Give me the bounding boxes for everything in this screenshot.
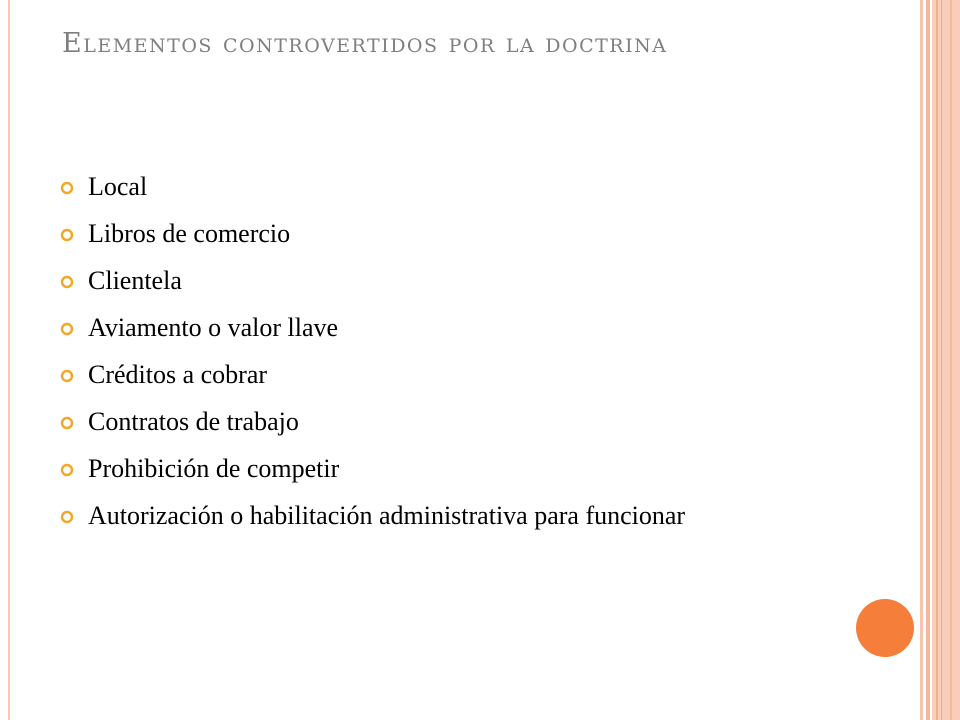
bullet-text: Clientela <box>88 266 182 295</box>
list-item <box>60 172 820 202</box>
bullet-text: Prohibición de competir <box>88 454 340 483</box>
bullet-text: Autorización o habilitación administrativa para funcionar <box>88 501 686 530</box>
ring-bullet-icon <box>60 416 74 430</box>
bullet-text: Local <box>88 172 148 201</box>
ring-bullet-icon <box>60 322 74 336</box>
ring-bullet-icon <box>60 275 74 289</box>
bullet-list <box>60 172 820 548</box>
ring-bullet-icon <box>60 228 74 242</box>
ring-bullet-icon <box>60 369 74 383</box>
bullet-text: Libros de comercio <box>88 219 291 248</box>
bullet-text: Créditos a cobrar <box>88 360 268 389</box>
list-item <box>60 501 820 531</box>
bullet-text: Aviamento o valor llave <box>88 313 339 342</box>
left-border-line <box>8 0 10 720</box>
right-stripe <box>941 0 942 720</box>
list-item <box>60 219 820 249</box>
list-item <box>60 454 820 484</box>
list-item <box>60 313 820 343</box>
bullet-text: Contratos de trabajo <box>88 407 299 436</box>
right-stripe <box>926 0 930 720</box>
orange-circle-decoration <box>856 599 914 657</box>
ring-bullet-icon <box>60 181 74 195</box>
ring-bullet-icon <box>60 463 74 477</box>
right-stripe <box>950 0 952 720</box>
list-item <box>60 407 820 437</box>
slide-title: Elementos controvertidos por la doctrina <box>62 28 668 59</box>
right-stripe <box>920 0 923 720</box>
list-item <box>60 266 820 296</box>
list-item <box>60 360 820 390</box>
ring-bullet-icon <box>60 510 74 524</box>
right-stripe <box>936 0 938 720</box>
